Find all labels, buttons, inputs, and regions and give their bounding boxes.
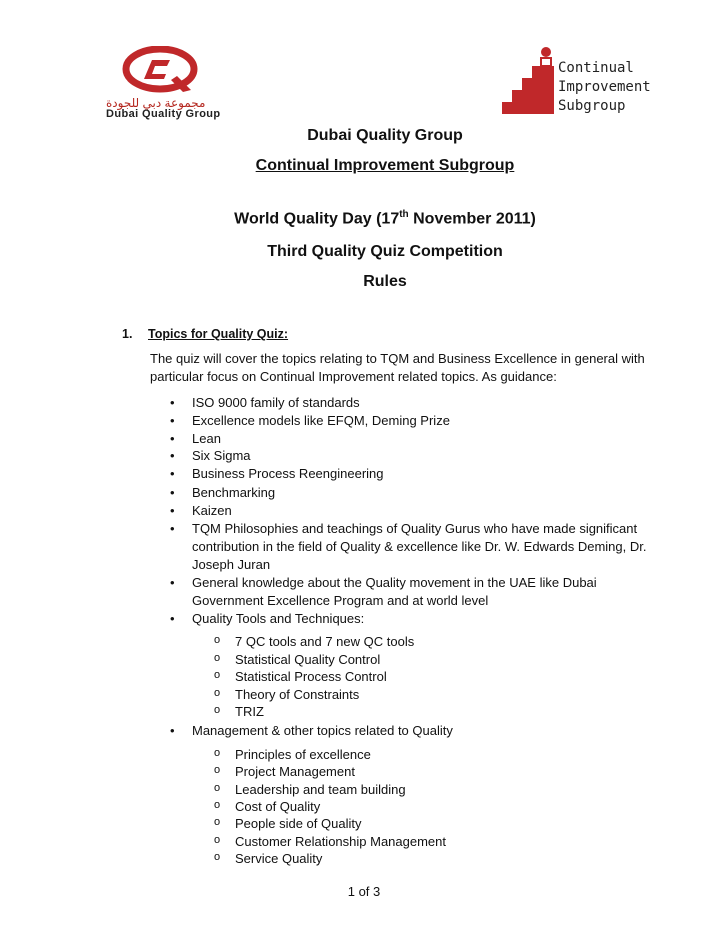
event-suffix: November 2011)	[408, 210, 536, 228]
circle-bullet-icon: o	[214, 851, 221, 863]
circle-bullet-icon: o	[214, 704, 221, 716]
event-prefix: World Quality Day (17	[234, 210, 400, 228]
continual-improvement-subgroup-logo	[502, 46, 662, 118]
bullet-icon: •	[170, 503, 175, 518]
dqg-latin-name: Dubai Quality Group	[106, 108, 221, 120]
event-sup: th	[399, 209, 409, 220]
org-title: Dubai Quality Group	[307, 127, 463, 144]
circle-bullet-icon: o	[214, 764, 221, 776]
bullet-icon: •	[170, 485, 175, 500]
competition-title: Third Quality Quiz Competition	[267, 243, 503, 260]
circle-bullet-icon: o	[214, 687, 221, 699]
bullet-icon: •	[170, 521, 175, 536]
bullet-icon: •	[170, 466, 175, 481]
bullet-icon: •	[170, 448, 175, 463]
bullet-icon: •	[170, 723, 175, 738]
stairs-icon	[502, 46, 558, 118]
dqg-emblem-icon	[122, 46, 202, 96]
cis-line-2: Improvement	[558, 79, 651, 95]
section-1-heading	[122, 327, 288, 341]
bullet-icon: •	[170, 611, 175, 626]
circle-bullet-icon: o	[214, 816, 221, 828]
section-title: Topics for Quality Quiz:	[148, 327, 289, 341]
rules-title: Rules	[363, 273, 407, 290]
bullet-icon: •	[170, 395, 175, 410]
subgroup-title: Continual Improvement Subgroup	[255, 157, 515, 174]
circle-bullet-icon: o	[214, 747, 221, 759]
bullet-icon: •	[170, 413, 175, 428]
section-intro: The quiz will cover the topics relating to TQM and Business Excellence in general with particular focus on Continual Improvement related topics. As guidance:	[150, 351, 645, 384]
cis-line-3: Subgroup	[558, 98, 626, 114]
event-title	[0, 209, 728, 228]
circle-bullet-icon: o	[214, 652, 221, 664]
circle-bullet-icon: o	[214, 799, 221, 811]
bullet-icon: •	[170, 575, 175, 590]
bullet-icon: •	[170, 431, 175, 446]
circle-bullet-icon: o	[214, 634, 221, 646]
circle-bullet-icon: o	[214, 834, 221, 846]
dqg-arabic-name: مجموعة دبي للجودة	[106, 96, 206, 110]
dubai-quality-group-logo	[104, 46, 221, 122]
circle-bullet-icon: o	[214, 782, 221, 794]
circle-bullet-icon: o	[214, 669, 221, 681]
cis-line-1: Continual	[558, 60, 634, 76]
section-number: 1.	[122, 327, 133, 341]
page-number: 1 of 3	[347, 884, 381, 899]
